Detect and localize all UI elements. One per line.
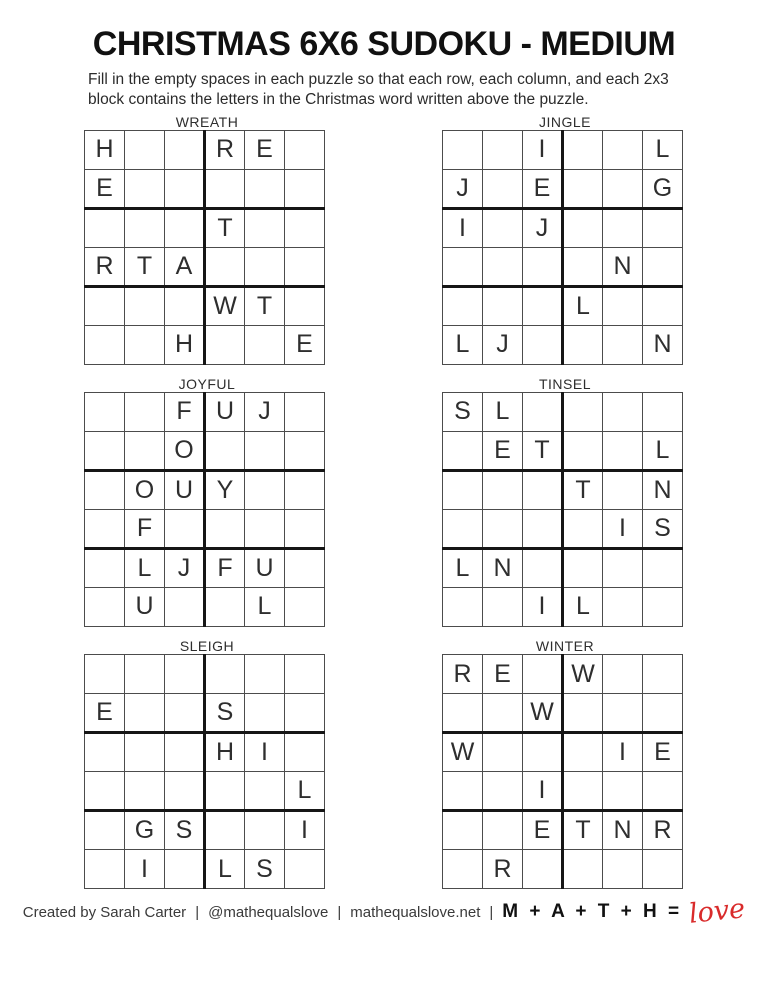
sudoku-cell-given: E (523, 811, 563, 850)
sudoku-cell-empty (483, 470, 523, 509)
sudoku-cell-given: E (85, 169, 125, 208)
puzzles-container (84, 114, 768, 889)
sudoku-cell-empty (285, 509, 325, 548)
grid-row (85, 470, 325, 509)
sudoku-cell-empty (165, 208, 205, 247)
sudoku-cell-given: W (443, 733, 483, 772)
sudoku-cell-given: S (245, 850, 285, 889)
grid-row (443, 509, 683, 548)
sudoku-cell-given: U (205, 392, 245, 431)
sudoku-cell-empty (523, 548, 563, 587)
sudoku-cell-given: S (443, 392, 483, 431)
sudoku-cell-given: R (643, 811, 683, 850)
sudoku-cell-empty (125, 772, 165, 811)
sudoku-cell-empty (285, 208, 325, 247)
sudoku-cell-empty (85, 548, 125, 587)
sudoku-cell-empty (85, 286, 125, 325)
sudoku-cell-given: H (165, 325, 205, 364)
sudoku-cell-empty (643, 772, 683, 811)
sudoku-cell-empty (443, 130, 483, 169)
sudoku-cell-empty (443, 850, 483, 889)
sudoku-cell-empty (603, 655, 643, 694)
sudoku-cell-empty (285, 733, 325, 772)
sudoku-cell-given: N (643, 470, 683, 509)
sudoku-cell-empty (245, 169, 285, 208)
sudoku-cell-given: I (443, 208, 483, 247)
sudoku-cell-empty (165, 772, 205, 811)
sudoku-cell-given: L (443, 548, 483, 587)
sudoku-cell-empty (483, 694, 523, 733)
sudoku-cell-empty (563, 548, 603, 587)
puzzle-jingle (442, 114, 688, 365)
sudoku-cell-empty (205, 325, 245, 364)
sudoku-cell-empty (643, 548, 683, 587)
grid-row (85, 772, 325, 811)
grid-row (443, 772, 683, 811)
sudoku-cell-empty (643, 286, 683, 325)
grid-row (443, 325, 683, 364)
sudoku-cell-empty (165, 733, 205, 772)
sudoku-cell-empty (603, 169, 643, 208)
sudoku-cell-empty (245, 509, 285, 548)
puzzle-word-label: WINTER (535, 637, 595, 654)
sudoku-cell-given: L (563, 587, 603, 626)
sudoku-cell-given: E (483, 655, 523, 694)
sudoku-cell-given: E (285, 325, 325, 364)
math-equals-love-logo: M + A + T + H = (502, 901, 683, 923)
sudoku-cell-empty (245, 247, 285, 286)
sudoku-cell-empty (85, 655, 125, 694)
puzzle-word-label: JOYFUL (178, 375, 236, 392)
sudoku-cell-empty (563, 130, 603, 169)
sudoku-cell-empty (643, 850, 683, 889)
sudoku-cell-given: T (205, 208, 245, 247)
puzzle-word-label: JINGLE (538, 113, 591, 130)
sudoku-cell-empty (483, 286, 523, 325)
sudoku-cell-empty (205, 169, 245, 208)
sudoku-cell-empty (285, 431, 325, 470)
puzzle-word-label: WREATH (175, 113, 239, 130)
sudoku-cell-empty (563, 431, 603, 470)
sudoku-cell-empty (285, 247, 325, 286)
sudoku-cell-empty (165, 655, 205, 694)
sudoku-cell-empty (603, 431, 643, 470)
sudoku-cell-empty (643, 247, 683, 286)
sudoku-cell-empty (563, 772, 603, 811)
sudoku-cell-empty (165, 130, 205, 169)
sudoku-cell-given: N (643, 325, 683, 364)
footer (0, 893, 768, 930)
sudoku-cell-given: F (125, 509, 165, 548)
sudoku-cell-empty (483, 130, 523, 169)
sudoku-cell-empty (245, 655, 285, 694)
sudoku-cell-empty (125, 130, 165, 169)
sudoku-cell-given: O (165, 431, 205, 470)
sudoku-cell-empty (125, 169, 165, 208)
sudoku-cell-empty (85, 392, 125, 431)
sudoku-cell-empty (245, 325, 285, 364)
sudoku-cell-given: W (523, 694, 563, 733)
grid-row (85, 247, 325, 286)
sudoku-cell-empty (483, 733, 523, 772)
sudoku-cell-empty (85, 431, 125, 470)
sudoku-cell-given: I (285, 811, 325, 850)
sudoku-cell-given: J (443, 169, 483, 208)
sudoku-cell-empty (85, 470, 125, 509)
sudoku-cell-empty (443, 470, 483, 509)
sudoku-cell-empty (85, 325, 125, 364)
sudoku-cell-empty (85, 772, 125, 811)
sudoku-cell-empty (563, 325, 603, 364)
sudoku-cell-empty (285, 392, 325, 431)
grid-row (85, 509, 325, 548)
sudoku-cell-given: L (483, 392, 523, 431)
sudoku-cell-empty (563, 509, 603, 548)
puzzle-word-label: SLEIGH (179, 637, 235, 654)
sudoku-cell-empty (245, 694, 285, 733)
grid-row (443, 733, 683, 772)
sudoku-cell-empty (523, 325, 563, 364)
sudoku-cell-empty (85, 733, 125, 772)
sudoku-cell-empty (523, 509, 563, 548)
grid-row (443, 392, 683, 431)
sudoku-cell-given: I (523, 587, 563, 626)
sudoku-cell-empty (165, 169, 205, 208)
sudoku-cell-empty (285, 694, 325, 733)
sudoku-cell-empty (563, 247, 603, 286)
sudoku-cell-empty (205, 509, 245, 548)
grid-row (443, 655, 683, 694)
sudoku-cell-empty (205, 431, 245, 470)
sudoku-grid-joyful (84, 392, 325, 627)
sudoku-cell-empty (483, 509, 523, 548)
sudoku-cell-given: E (85, 694, 125, 733)
sudoku-cell-given: I (523, 772, 563, 811)
sudoku-cell-given: E (483, 431, 523, 470)
sudoku-cell-empty (245, 772, 285, 811)
sudoku-cell-empty (125, 694, 165, 733)
sudoku-cell-empty (285, 850, 325, 889)
footer-separator: | (195, 903, 200, 921)
sudoku-cell-given: R (85, 247, 125, 286)
grid-row (85, 548, 325, 587)
sudoku-cell-empty (285, 587, 325, 626)
sudoku-cell-empty (603, 325, 643, 364)
sudoku-cell-empty (125, 392, 165, 431)
puzzle-sleigh (84, 638, 330, 889)
sudoku-cell-given: L (285, 772, 325, 811)
sudoku-cell-given: I (245, 733, 285, 772)
sudoku-cell-given: J (165, 548, 205, 587)
sudoku-cell-given: I (603, 733, 643, 772)
sudoku-cell-empty (603, 850, 643, 889)
sudoku-cell-given: L (125, 548, 165, 587)
sudoku-cell-empty (245, 470, 285, 509)
footer-credit: Created by Sarah Carter (22, 903, 187, 921)
sudoku-cell-empty (523, 655, 563, 694)
sudoku-cell-empty (205, 811, 245, 850)
sudoku-cell-empty (443, 247, 483, 286)
sudoku-cell-given: S (165, 811, 205, 850)
grid-row (85, 694, 325, 733)
love-script-logo: love (687, 893, 747, 930)
sudoku-cell-empty (563, 733, 603, 772)
sudoku-cell-given: O (125, 470, 165, 509)
sudoku-cell-empty (563, 169, 603, 208)
grid-row (443, 587, 683, 626)
sudoku-cell-given: N (483, 548, 523, 587)
grid-row (85, 587, 325, 626)
grid-row (85, 325, 325, 364)
sudoku-cell-empty (245, 431, 285, 470)
sudoku-cell-empty (245, 208, 285, 247)
sudoku-cell-given: L (205, 850, 245, 889)
grid-row (443, 130, 683, 169)
sudoku-cell-empty (603, 392, 643, 431)
sudoku-cell-empty (165, 694, 205, 733)
sudoku-cell-empty (125, 431, 165, 470)
footer-separator: | (337, 903, 342, 921)
sudoku-cell-empty (523, 286, 563, 325)
sudoku-cell-empty (483, 772, 523, 811)
grid-row (85, 392, 325, 431)
grid-row (443, 811, 683, 850)
sudoku-cell-empty (205, 772, 245, 811)
sudoku-cell-empty (285, 470, 325, 509)
sudoku-cell-given: R (483, 850, 523, 889)
sudoku-cell-given: L (643, 431, 683, 470)
sudoku-cell-empty (643, 655, 683, 694)
puzzle-winter (442, 638, 688, 889)
sudoku-cell-empty (443, 811, 483, 850)
grid-row (443, 694, 683, 733)
sudoku-cell-empty (125, 208, 165, 247)
sudoku-cell-empty (643, 587, 683, 626)
sudoku-cell-given: F (205, 548, 245, 587)
sudoku-cell-given: G (643, 169, 683, 208)
sudoku-cell-given: L (245, 587, 285, 626)
grid-row (443, 548, 683, 587)
grid-row (85, 169, 325, 208)
sudoku-cell-given: T (563, 470, 603, 509)
sudoku-cell-empty (643, 694, 683, 733)
sudoku-cell-given: J (483, 325, 523, 364)
sudoku-cell-empty (443, 286, 483, 325)
grid-row (85, 850, 325, 889)
sudoku-cell-empty (205, 587, 245, 626)
sudoku-cell-empty (523, 392, 563, 431)
puzzle-word-label: TINSEL (538, 375, 591, 392)
sudoku-cell-given: E (245, 130, 285, 169)
sudoku-cell-empty (245, 811, 285, 850)
sudoku-cell-empty (643, 392, 683, 431)
sudoku-cell-empty (523, 470, 563, 509)
sudoku-cell-empty (205, 247, 245, 286)
sudoku-cell-empty (285, 286, 325, 325)
sudoku-cell-empty (285, 655, 325, 694)
sudoku-cell-empty (563, 850, 603, 889)
sudoku-cell-empty (165, 850, 205, 889)
sudoku-cell-empty (603, 470, 643, 509)
sudoku-cell-empty (523, 733, 563, 772)
sudoku-cell-given: E (523, 169, 563, 208)
sudoku-cell-empty (125, 733, 165, 772)
sudoku-cell-given: Y (205, 470, 245, 509)
sudoku-cell-empty (603, 548, 643, 587)
sudoku-cell-empty (165, 509, 205, 548)
sudoku-cell-empty (443, 772, 483, 811)
sudoku-cell-given: J (245, 392, 285, 431)
grid-row (443, 431, 683, 470)
sudoku-cell-given: T (523, 431, 563, 470)
puzzle-joyful (84, 376, 330, 627)
sudoku-cell-empty (443, 509, 483, 548)
footer-handle: @mathequalslove (208, 903, 329, 921)
sudoku-cell-empty (483, 587, 523, 626)
sudoku-cell-given: F (165, 392, 205, 431)
sudoku-cell-empty (523, 850, 563, 889)
sudoku-cell-given: I (603, 509, 643, 548)
sudoku-cell-given: J (523, 208, 563, 247)
sudoku-cell-empty (523, 247, 563, 286)
sudoku-cell-empty (443, 587, 483, 626)
sudoku-cell-empty (125, 286, 165, 325)
sudoku-cell-empty (85, 509, 125, 548)
sudoku-cell-empty (85, 587, 125, 626)
sudoku-cell-empty (643, 208, 683, 247)
sudoku-cell-given: R (443, 655, 483, 694)
sudoku-cell-given: T (245, 286, 285, 325)
grid-row (443, 286, 683, 325)
grid-row (85, 286, 325, 325)
sudoku-grid-sleigh (84, 654, 325, 889)
grid-row (443, 208, 683, 247)
grid-row (443, 850, 683, 889)
sudoku-cell-empty (85, 811, 125, 850)
sudoku-grid-winter (442, 654, 683, 889)
sudoku-cell-empty (603, 587, 643, 626)
sudoku-cell-given: G (125, 811, 165, 850)
sudoku-cell-empty (285, 169, 325, 208)
sudoku-cell-given: L (443, 325, 483, 364)
sudoku-cell-empty (483, 811, 523, 850)
sudoku-cell-empty (483, 208, 523, 247)
sudoku-cell-given: W (563, 655, 603, 694)
sudoku-cell-empty (85, 208, 125, 247)
grid-row (443, 470, 683, 509)
sudoku-cell-given: I (125, 850, 165, 889)
grid-row (443, 169, 683, 208)
sudoku-cell-given: S (205, 694, 245, 733)
sudoku-cell-given: L (563, 286, 603, 325)
grid-row (85, 431, 325, 470)
sudoku-cell-empty (125, 655, 165, 694)
grid-row (85, 208, 325, 247)
sudoku-cell-empty (603, 286, 643, 325)
sudoku-cell-empty (165, 286, 205, 325)
instructions-text: Fill in the empty spaces in each puzzle so that each row, each column, and each 2x3 block contains the letters in the Christmas word written above the puzzle. (88, 71, 669, 109)
sudoku-cell-given: T (563, 811, 603, 850)
sudoku-cell-given: R (205, 130, 245, 169)
sudoku-cell-given: N (603, 247, 643, 286)
sudoku-cell-given: U (165, 470, 205, 509)
sudoku-cell-empty (563, 392, 603, 431)
footer-website: mathequalslove.net (350, 903, 481, 921)
puzzle-wreath (84, 114, 330, 365)
sudoku-cell-empty (563, 208, 603, 247)
sudoku-cell-empty (563, 694, 603, 733)
sudoku-cell-empty (483, 247, 523, 286)
page-title: CHRISTMAS 6X6 SUDOKU - MEDIUM (92, 25, 676, 63)
sudoku-cell-empty (603, 772, 643, 811)
sudoku-cell-empty (205, 655, 245, 694)
grid-row (85, 655, 325, 694)
sudoku-grid-tinsel (442, 392, 683, 627)
grid-row (85, 811, 325, 850)
sudoku-grid-jingle (442, 130, 683, 365)
sudoku-cell-empty (603, 130, 643, 169)
sudoku-cell-empty (165, 587, 205, 626)
sudoku-cell-given: W (205, 286, 245, 325)
sudoku-cell-empty (603, 208, 643, 247)
sudoku-cell-given: H (85, 130, 125, 169)
sudoku-cell-given: U (125, 587, 165, 626)
sudoku-cell-empty (603, 694, 643, 733)
grid-row (85, 130, 325, 169)
sudoku-cell-given: L (643, 130, 683, 169)
sudoku-cell-empty (483, 169, 523, 208)
puzzle-tinsel (442, 376, 688, 627)
footer-separator: | (489, 903, 494, 921)
sudoku-cell-empty (443, 431, 483, 470)
grid-row (443, 247, 683, 286)
sudoku-cell-given: N (603, 811, 643, 850)
sudoku-grid-wreath (84, 130, 325, 365)
sudoku-cell-empty (85, 850, 125, 889)
sudoku-cell-empty (443, 694, 483, 733)
sudoku-cell-given: E (643, 733, 683, 772)
grid-row (85, 733, 325, 772)
sudoku-cell-empty (285, 548, 325, 587)
sudoku-cell-empty (125, 325, 165, 364)
sudoku-cell-given: U (245, 548, 285, 587)
sudoku-cell-given: S (643, 509, 683, 548)
sudoku-cell-given: I (523, 130, 563, 169)
sudoku-cell-given: H (205, 733, 245, 772)
sudoku-cell-empty (285, 130, 325, 169)
sudoku-cell-given: A (165, 247, 205, 286)
sudoku-cell-given: T (125, 247, 165, 286)
